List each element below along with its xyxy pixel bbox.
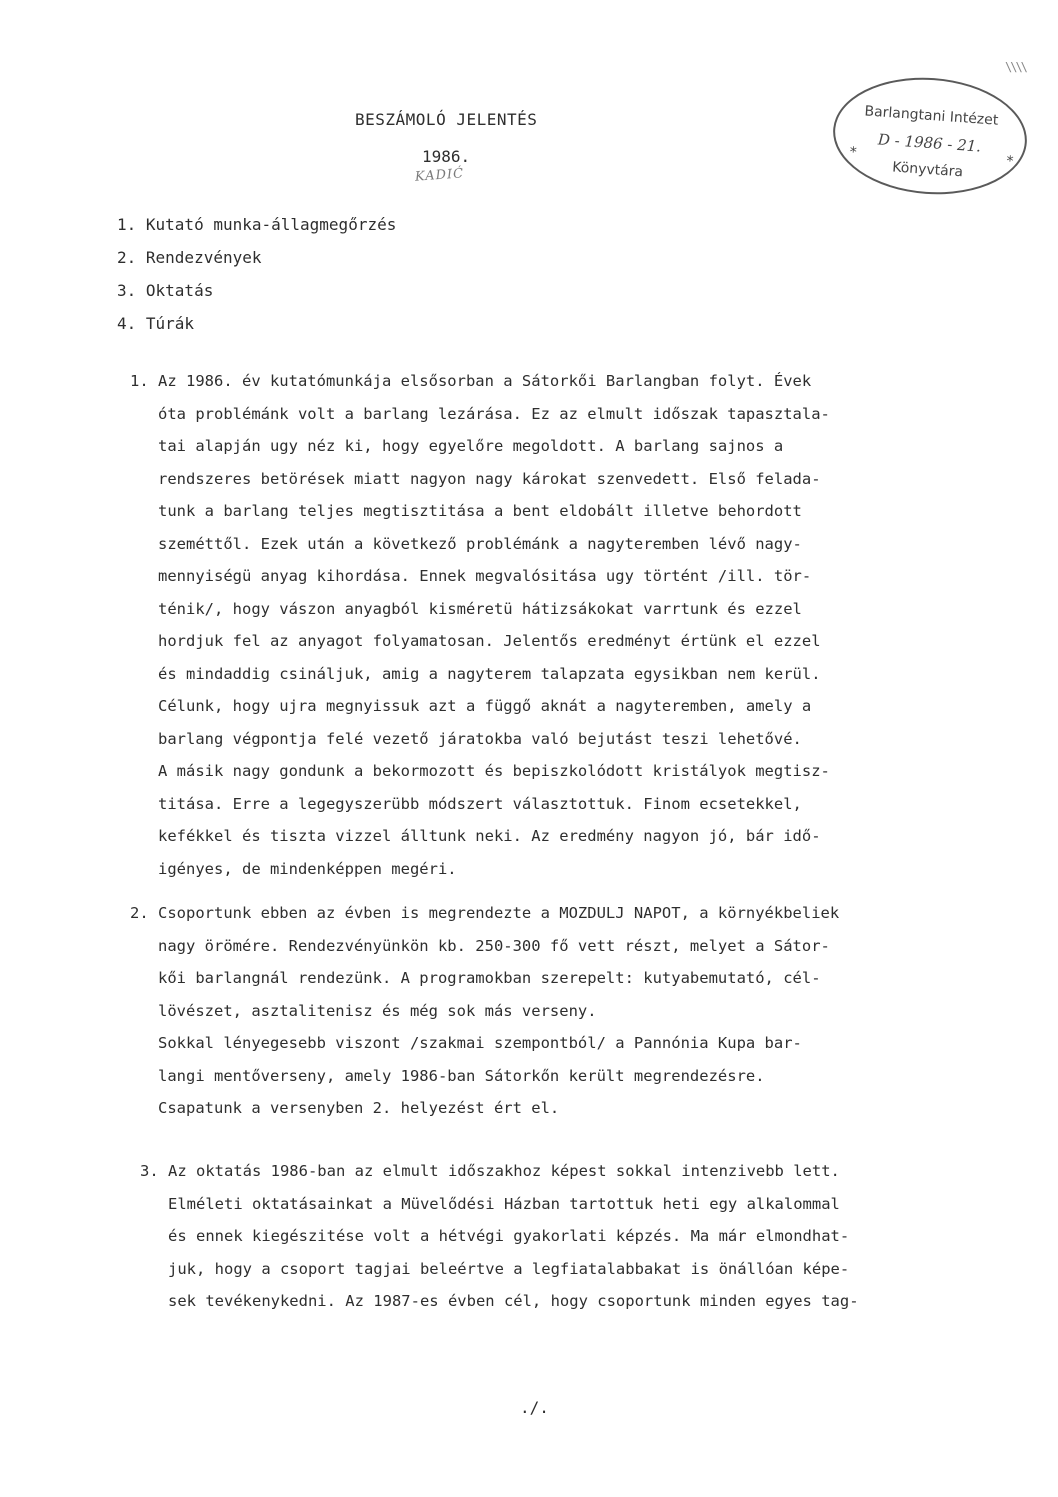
section-events xyxy=(130,897,1010,1125)
toc-item: 1. Kutató munka-állagmegőrzés xyxy=(117,215,397,234)
section-research xyxy=(130,365,1010,885)
paragraph-line: nagy örömére. Rendezvényünkön kb. 250-300 fő vett részt, melyet a Sátor- xyxy=(130,936,830,955)
paragraph-line: tunk a barlang teljes megtisztitása a bent eldobált illetve behordott xyxy=(130,502,802,520)
paragraph-line: sek tevékenykedni. Az 1987-es évben cél, hogy csoportunk minden egyes tag- xyxy=(140,1292,859,1310)
paragraph-line: ténik/, hogy vászon anyagból kisméretü hátizsákokat varrtunk és ezzel xyxy=(130,599,802,618)
paragraph-line: 3. Az oktatás 1986-ban az elmult időszakhoz képest sokkal intenzivebb lett. xyxy=(140,1162,840,1180)
paragraph-line: hordjuk fel az anyagot folyamatosan. Jelentős eredményt értünk el ezzel xyxy=(130,632,821,650)
paragraph-line: kői barlangnál rendezünk. A programokban szerepelt: kutyabemutató, cél- xyxy=(130,969,821,987)
paragraph-line: rendszeres betörések miatt nagyon nagy károkat szenvedett. Első felada- xyxy=(130,469,821,488)
paragraph-line: A másik nagy gondunk a bekormozott és bepiszkolódott kristályok megtisz- xyxy=(130,762,830,780)
paragraph-line: tai alapján ugy néz ki, hogy egyelőre megoldott. A barlang sajnos a xyxy=(130,437,784,455)
paragraph-line: óta problémánk volt a barlang lezárása. Ez az elmult időszak tapasztala- xyxy=(130,404,830,423)
stamp-star-left: * xyxy=(849,144,858,161)
library-stamp xyxy=(829,71,1031,200)
section-education xyxy=(140,1155,1020,1318)
paragraph-line: Elméleti oktatásainkat a Müvelődési Házban tartottuk heti egy alkalommal xyxy=(140,1194,840,1213)
stamp-institute: Barlangtani Intézet xyxy=(863,103,999,129)
document-year: 1986. xyxy=(422,147,471,166)
toc-item: 3. Oktatás xyxy=(117,281,214,300)
toc-item: 2. Rendezvények xyxy=(117,248,262,267)
paragraph-line: kefékkel és tiszta vizzel álltunk neki. Az eredmény nagyon jó, bár idő- xyxy=(130,827,821,845)
paragraph-line: lövészet, asztalitenisz és még sok más verseny. xyxy=(130,1001,597,1020)
paragraph-line: és ennek kiegészitése volt a hétvégi gyakorlati képzés. Ma már elmondhat- xyxy=(140,1227,850,1245)
paragraph-line: titása. Erre a legegyszerübb módszert választottuk. Finom ecsetekkel, xyxy=(130,794,802,813)
corner-scan-mark: \\\\ xyxy=(1005,60,1026,74)
stamp-star-right: * xyxy=(1005,153,1014,170)
paragraph-line: barlang végpontja felé vezető járatokba való bejutást teszi lehetővé. xyxy=(130,729,802,748)
paragraph-line: 1. Az 1986. év kutatómunkája elsősorban a Sátorkői Barlangban folyt. Évek xyxy=(130,372,812,390)
paragraph-line: mennyiségü anyag kihordása. Ennek megvalósitása ugy történt /ill. tör- xyxy=(130,567,812,585)
toc-item: 4. Túrák xyxy=(117,314,195,333)
handwritten-annotation: KADIĆ xyxy=(414,166,465,185)
stamp-catalog-number: D - 1986 - 21. xyxy=(877,130,982,156)
paragraph-line: szeméttől. Ezek után a következő problémánk a nagyteremben lévő nagy- xyxy=(130,534,802,553)
paragraph-line: Sokkal lényegesebb viszont /szakmai szempontból/ a Pannónia Kupa bar- xyxy=(130,1034,802,1052)
stamp-library: Könyvtára xyxy=(891,159,964,181)
document-title: BESZÁMOLÓ JELENTÉS xyxy=(355,110,538,129)
paragraph-line: igényes, de mindenképpen megéri. xyxy=(130,859,457,878)
paragraph-line: Csapatunk a versenyben 2. helyezést ért el. xyxy=(130,1099,560,1117)
paragraph-line: Célunk, hogy ujra megnyissuk azt a függő aknát a nagyteremben, amely a xyxy=(130,697,812,715)
paragraph-line: juk, hogy a csoport tagjai beleértve a legfiatalabbakat is önállóan képe- xyxy=(140,1259,850,1278)
page-continuation-mark: ./. xyxy=(520,1398,549,1417)
paragraph-line: és mindaddig csináljuk, amig a nagyterem talapzata egysikban nem kerül. xyxy=(130,664,821,683)
paragraph-line: 2. Csoportunk ebben az évben is megrendezte a MOZDULJ NAPOT, a környékbeliek xyxy=(130,904,840,922)
paragraph-line: langi mentőverseny, amely 1986-ban Sátorkőn került megrendezésre. xyxy=(130,1066,765,1085)
table-of-contents xyxy=(117,208,396,340)
